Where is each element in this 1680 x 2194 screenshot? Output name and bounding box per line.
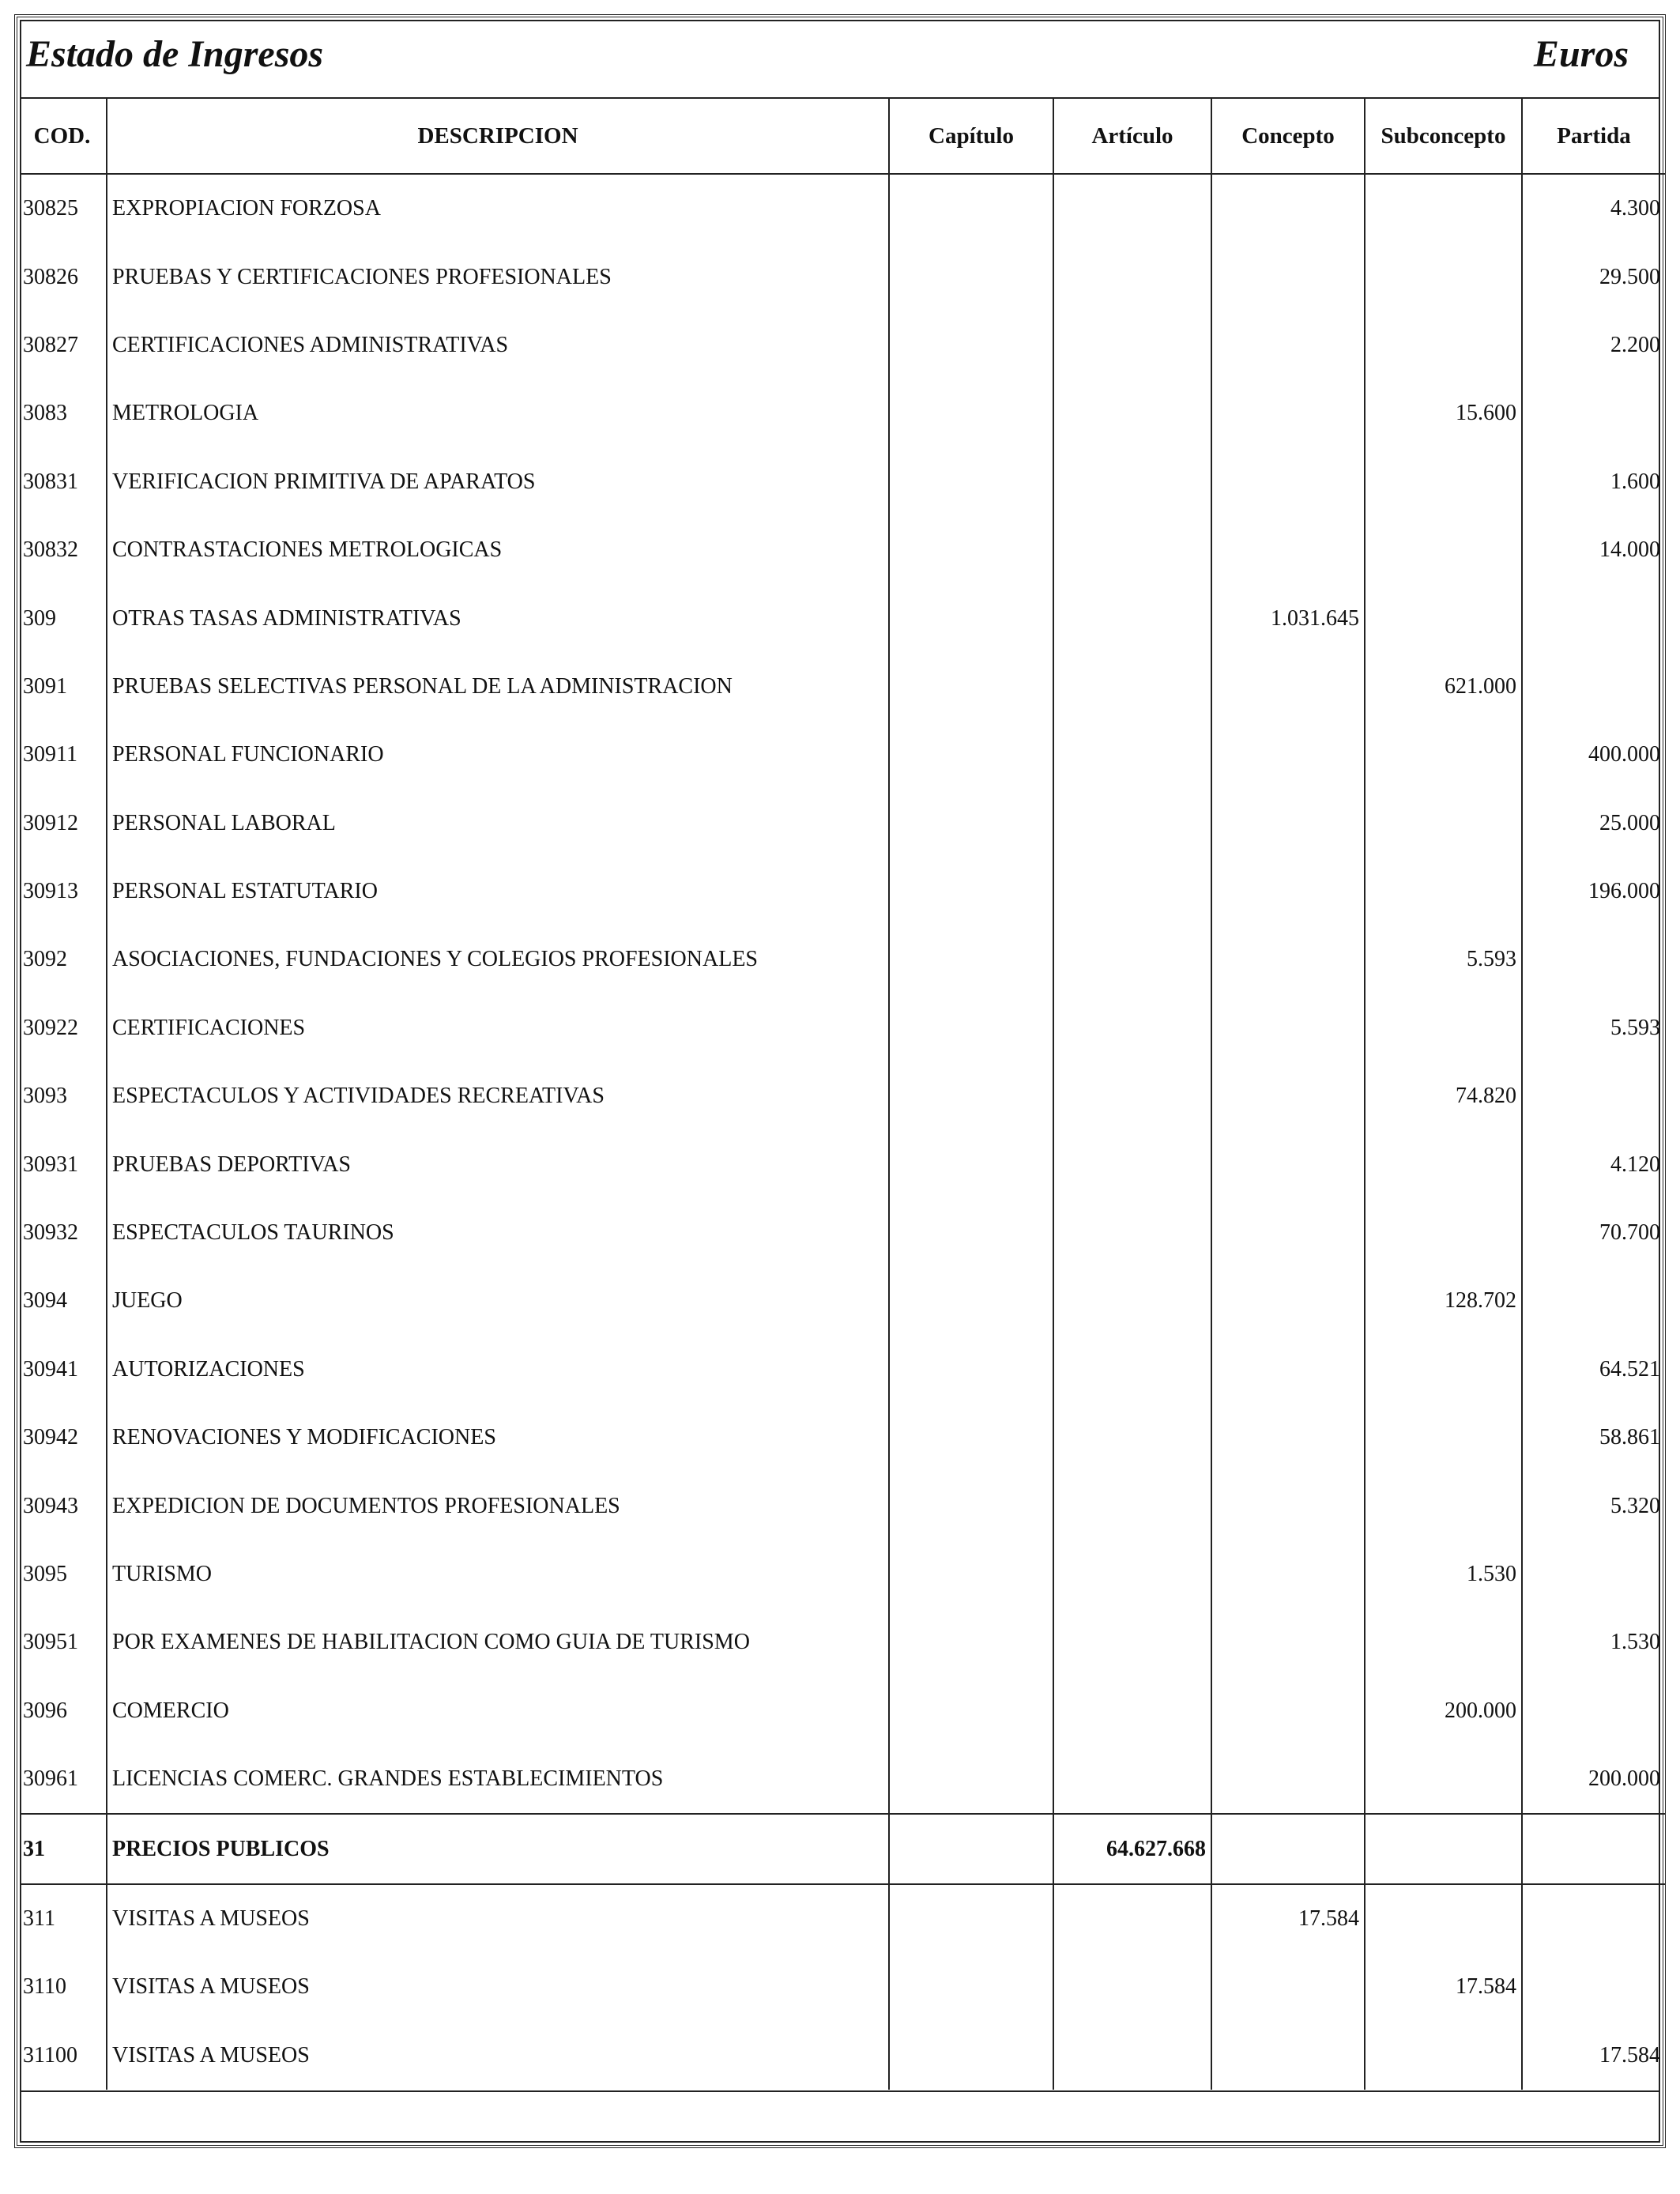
table-row (21, 1062, 1665, 1130)
row-subconcepto (1365, 721, 1522, 789)
row-description: VISITAS A MUSEOS (107, 1953, 889, 2021)
row-concepto (1211, 925, 1365, 993)
row-cod: 30831 (23, 469, 78, 494)
row-description: ESPECTACULOS Y ACTIVIDADES RECREATIVAS (107, 1062, 889, 1130)
row-subconcepto: 5.593 (1365, 925, 1522, 993)
row-articulo (1053, 174, 1211, 243)
row-description: PRUEBAS DEPORTIVAS (107, 1130, 889, 1198)
document-inner-frame (20, 20, 1660, 2143)
row-articulo (1053, 1336, 1211, 1404)
row-subconcepto (1365, 858, 1522, 925)
row-description: PRUEBAS Y CERTIFICACIONES PROFESIONALES (107, 243, 889, 311)
row-cod: 30832 (23, 537, 78, 563)
row-articulo: 64.627.668 (1053, 1814, 1211, 1883)
table-row (21, 994, 1665, 1062)
row-concepto (1211, 1199, 1365, 1267)
row-capitulo (889, 379, 1053, 447)
header-subconcepto: Subconcepto (1365, 99, 1522, 174)
income-table (21, 99, 1665, 2090)
table-row (21, 1472, 1665, 1540)
row-concepto (1211, 721, 1365, 789)
row-subconcepto (1365, 1199, 1522, 1267)
row-description: PERSONAL FUNCIONARIO (107, 721, 889, 789)
row-capitulo (889, 721, 1053, 789)
row-subconcepto (1365, 1745, 1522, 1814)
row-partida: 5.593 (1522, 994, 1665, 1062)
row-partida (1522, 584, 1665, 652)
row-subconcepto (1365, 174, 1522, 243)
row-capitulo (889, 2022, 1053, 2090)
header-capitulo: Capítulo (889, 99, 1053, 174)
row-subconcepto (1365, 584, 1522, 652)
row-concepto (1211, 790, 1365, 858)
row-partida (1522, 925, 1665, 993)
row-capitulo (889, 311, 1053, 379)
row-subconcepto (1365, 2022, 1522, 2090)
row-concepto (1211, 243, 1365, 311)
row-cod: 30932 (23, 1220, 78, 1246)
row-articulo (1053, 311, 1211, 379)
row-cod: 311 (23, 1906, 55, 1931)
row-partida (1522, 1062, 1665, 1130)
header-descripcion: DESCRIPCION (107, 99, 889, 174)
row-capitulo (889, 516, 1053, 584)
row-articulo (1053, 516, 1211, 584)
table-row (21, 721, 1665, 789)
row-subconcepto (1365, 790, 1522, 858)
row-description: RENOVACIONES Y MODIFICACIONES (107, 1404, 889, 1472)
row-description: JUEGO (107, 1267, 889, 1335)
row-partida: 14.000 (1522, 516, 1665, 584)
row-articulo (1053, 721, 1211, 789)
row-partida: 25.000 (1522, 790, 1665, 858)
row-articulo (1053, 994, 1211, 1062)
row-concepto: 1.031.645 (1211, 584, 1365, 652)
row-articulo (1053, 858, 1211, 925)
row-capitulo (889, 1336, 1053, 1404)
row-partida (1522, 379, 1665, 447)
row-description: ESPECTACULOS TAURINOS (107, 1199, 889, 1267)
row-concepto (1211, 1814, 1365, 1883)
row-description: LICENCIAS COMERC. GRANDES ESTABLECIMIENTOS (107, 1745, 889, 1814)
row-capitulo (889, 1267, 1053, 1335)
row-articulo (1053, 1199, 1211, 1267)
row-description: ASOCIACIONES, FUNDACIONES Y COLEGIOS PROFESIONALES (107, 925, 889, 993)
row-subconcepto (1365, 448, 1522, 516)
row-concepto (1211, 1745, 1365, 1814)
row-concepto (1211, 1336, 1365, 1404)
row-concepto: 17.584 (1211, 1884, 1365, 1953)
row-cod: 30951 (23, 1630, 78, 1655)
row-partida: 400.000 (1522, 721, 1665, 789)
header-articulo: Artículo (1053, 99, 1211, 174)
row-cod: 30826 (23, 264, 78, 289)
row-articulo (1053, 1608, 1211, 1676)
row-subconcepto (1365, 1814, 1522, 1883)
row-partida: 1.600 (1522, 448, 1665, 516)
row-capitulo (889, 1884, 1053, 1953)
row-description: COMERCIO (107, 1677, 889, 1745)
row-partida (1522, 1814, 1665, 1883)
row-articulo (1053, 2022, 1211, 2090)
row-partida: 1.530 (1522, 1608, 1665, 1676)
row-cod: 30912 (23, 810, 78, 835)
row-cod: 3091 (23, 673, 67, 699)
row-capitulo (889, 1814, 1053, 1883)
row-articulo (1053, 243, 1211, 311)
row-description: VERIFICACION PRIMITIVA DE APARATOS (107, 448, 889, 516)
row-cod: 30913 (23, 879, 78, 904)
table-body (21, 174, 1665, 2090)
table-row (21, 311, 1665, 379)
row-cod: 30931 (23, 1152, 78, 1177)
row-capitulo (889, 1608, 1053, 1676)
row-concepto (1211, 1062, 1365, 1130)
row-subconcepto: 200.000 (1365, 1677, 1522, 1745)
row-capitulo (889, 858, 1053, 925)
currency-label: Euros (1533, 33, 1629, 75)
row-cod: 30941 (23, 1356, 78, 1382)
row-partida: 200.000 (1522, 1745, 1665, 1814)
row-description: VISITAS A MUSEOS (107, 1884, 889, 1953)
row-capitulo (889, 1953, 1053, 2021)
row-articulo (1053, 1677, 1211, 1745)
row-articulo (1053, 1953, 1211, 2021)
row-capitulo (889, 1540, 1053, 1608)
header-partida: Partida (1522, 99, 1665, 174)
row-capitulo (889, 1130, 1053, 1198)
row-cod: 3094 (23, 1288, 67, 1314)
row-cod: 30943 (23, 1493, 78, 1518)
row-description: CERTIFICACIONES ADMINISTRATIVAS (107, 311, 889, 379)
row-description: AUTORIZACIONES (107, 1336, 889, 1404)
row-cod: 30961 (23, 1766, 78, 1792)
document-frame (14, 14, 1666, 2148)
table-row (21, 1884, 1665, 1953)
row-cod: 30827 (23, 332, 78, 357)
row-partida: 17.584 (1522, 2022, 1665, 2090)
row-capitulo (889, 1404, 1053, 1472)
row-description: CONTRASTACIONES METROLOGICAS (107, 516, 889, 584)
row-articulo (1053, 653, 1211, 721)
table-row (21, 858, 1665, 925)
row-concepto (1211, 1130, 1365, 1198)
row-cod: 3083 (23, 401, 67, 426)
row-description: VISITAS A MUSEOS (107, 2022, 889, 2090)
row-articulo (1053, 1404, 1211, 1472)
row-articulo (1053, 584, 1211, 652)
row-partida: 4.300 (1522, 174, 1665, 243)
row-subconcepto: 1.530 (1365, 1540, 1522, 1608)
row-concepto (1211, 174, 1365, 243)
row-articulo (1053, 448, 1211, 516)
row-cod: 309 (23, 605, 56, 631)
row-capitulo (889, 1677, 1053, 1745)
table-header-row (21, 99, 1665, 174)
row-articulo (1053, 1130, 1211, 1198)
row-capitulo (889, 584, 1053, 652)
row-cod: 31 (21, 1814, 107, 1883)
row-description: POR EXAMENES DE HABILITACION COMO GUIA DE TURISMO (107, 1608, 889, 1676)
row-capitulo (889, 653, 1053, 721)
row-capitulo (889, 925, 1053, 993)
row-partida: 70.700 (1522, 1199, 1665, 1267)
row-subconcepto: 128.702 (1365, 1267, 1522, 1335)
row-partida: 58.861 (1522, 1404, 1665, 1472)
table-row (21, 1336, 1665, 1404)
row-concepto (1211, 994, 1365, 1062)
table-row (21, 1608, 1665, 1676)
row-description: OTRAS TASAS ADMINISTRATIVAS (107, 584, 889, 652)
row-articulo (1053, 1540, 1211, 1608)
row-cod: 3092 (23, 947, 67, 972)
row-concepto (1211, 311, 1365, 379)
table-row (21, 1540, 1665, 1608)
table-row (21, 790, 1665, 858)
row-partida (1522, 1267, 1665, 1335)
row-articulo (1053, 925, 1211, 993)
row-partida (1522, 1677, 1665, 1745)
title-bar (21, 21, 1659, 99)
table-row (21, 243, 1665, 311)
table-row (21, 174, 1665, 243)
table-row (21, 1677, 1665, 1745)
page-title: Estado de Ingresos (26, 33, 324, 75)
row-articulo (1053, 1267, 1211, 1335)
row-subconcepto (1365, 311, 1522, 379)
row-articulo (1053, 1745, 1211, 1814)
row-concepto (1211, 653, 1365, 721)
table-row (21, 1745, 1665, 1814)
row-description: CERTIFICACIONES (107, 994, 889, 1062)
row-concepto (1211, 1472, 1365, 1540)
row-description: EXPROPIACION FORZOSA (107, 174, 889, 243)
row-concepto (1211, 448, 1365, 516)
row-concepto (1211, 1608, 1365, 1676)
row-concepto (1211, 379, 1365, 447)
row-articulo (1053, 379, 1211, 447)
row-concepto (1211, 1404, 1365, 1472)
row-subconcepto (1365, 1336, 1522, 1404)
row-subconcepto: 17.584 (1365, 1953, 1522, 2021)
table-row (21, 1267, 1665, 1335)
row-subconcepto (1365, 1608, 1522, 1676)
row-subconcepto: 74.820 (1365, 1062, 1522, 1130)
row-concepto (1211, 858, 1365, 925)
header-cod: COD. (21, 99, 107, 174)
row-partida: 64.521 (1522, 1336, 1665, 1404)
row-description: PERSONAL ESTATUTARIO (107, 858, 889, 925)
row-description: EXPEDICION DE DOCUMENTOS PROFESIONALES (107, 1472, 889, 1540)
table-row (21, 1404, 1665, 1472)
row-subconcepto (1365, 1404, 1522, 1472)
row-subconcepto (1365, 516, 1522, 584)
row-description: PRECIOS PUBLICOS (107, 1814, 889, 1883)
row-capitulo (889, 174, 1053, 243)
row-cod: 3110 (23, 1974, 66, 2000)
row-subconcepto (1365, 1130, 1522, 1198)
row-articulo (1053, 1884, 1211, 1953)
row-description: PRUEBAS SELECTIVAS PERSONAL DE LA ADMINISTRACION (107, 653, 889, 721)
row-capitulo (889, 1745, 1053, 1814)
row-concepto (1211, 516, 1365, 584)
table-row (21, 2022, 1665, 2090)
row-capitulo (889, 1199, 1053, 1267)
row-cod: 3095 (23, 1562, 67, 1586)
row-articulo (1053, 1062, 1211, 1130)
row-cod: 30942 (23, 1425, 78, 1450)
row-cod: 3093 (23, 1084, 67, 1109)
table-row (21, 379, 1665, 447)
row-partida: 29.500 (1522, 243, 1665, 311)
row-partida: 2.200 (1522, 311, 1665, 379)
row-description: METROLOGIA (107, 379, 889, 447)
row-concepto (1211, 2022, 1365, 2090)
row-capitulo (889, 994, 1053, 1062)
row-subconcepto (1365, 243, 1522, 311)
row-cod: 30922 (23, 1015, 78, 1040)
table-row (21, 1199, 1665, 1267)
row-capitulo (889, 243, 1053, 311)
row-partida (1522, 1884, 1665, 1953)
row-subconcepto (1365, 1472, 1522, 1540)
row-description: TURISMO (107, 1540, 889, 1608)
table-row (21, 1953, 1665, 2021)
row-cod: 30911 (23, 742, 77, 767)
footer-box (21, 2090, 1659, 2141)
row-partida: 5.320 (1522, 1472, 1665, 1540)
table-row (21, 1130, 1665, 1198)
row-concepto (1211, 1677, 1365, 1745)
row-partida (1522, 1540, 1665, 1608)
row-partida: 196.000 (1522, 858, 1665, 925)
table-row (21, 1814, 1665, 1883)
table-row (21, 925, 1665, 993)
row-cod: 30825 (23, 196, 78, 221)
row-capitulo (889, 790, 1053, 858)
row-partida: 4.120 (1522, 1130, 1665, 1198)
table-row (21, 448, 1665, 516)
row-concepto (1211, 1267, 1365, 1335)
row-articulo (1053, 1472, 1211, 1540)
header-concepto: Concepto (1211, 99, 1365, 174)
table-row (21, 584, 1665, 652)
row-partida (1522, 1953, 1665, 2021)
row-concepto (1211, 1540, 1365, 1608)
table-row (21, 516, 1665, 584)
row-cod: 3096 (23, 1698, 67, 1723)
table-row (21, 653, 1665, 721)
row-concepto (1211, 1953, 1365, 2021)
row-partida (1522, 653, 1665, 721)
row-subconcepto: 621.000 (1365, 653, 1522, 721)
row-cod: 31100 (23, 2042, 77, 2068)
row-subconcepto (1365, 1884, 1522, 1953)
row-articulo (1053, 790, 1211, 858)
row-capitulo (889, 1472, 1053, 1540)
row-capitulo (889, 448, 1053, 516)
row-subconcepto (1365, 994, 1522, 1062)
row-capitulo (889, 1062, 1053, 1130)
row-subconcepto: 15.600 (1365, 379, 1522, 447)
row-description: PERSONAL LABORAL (107, 790, 889, 858)
